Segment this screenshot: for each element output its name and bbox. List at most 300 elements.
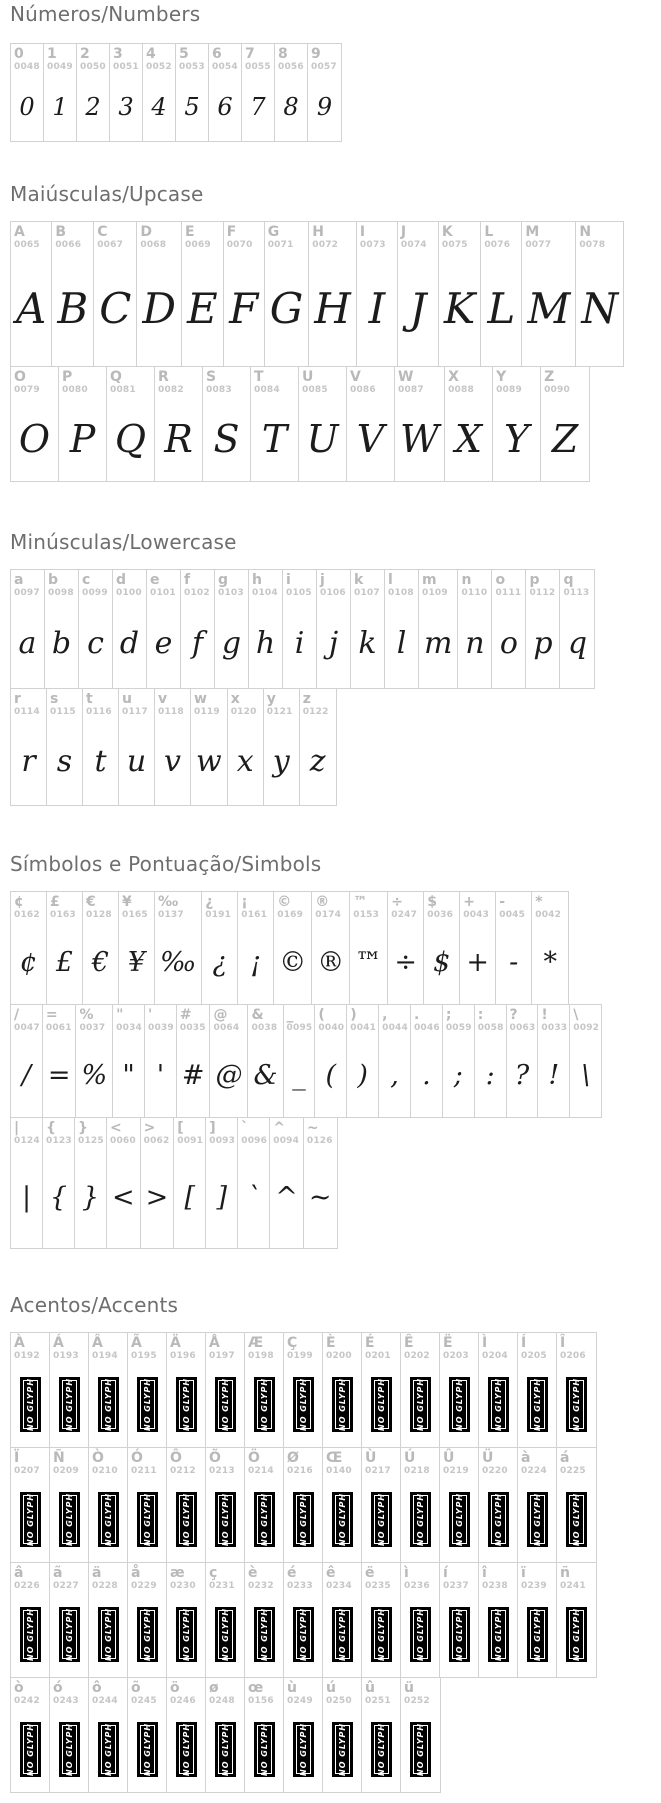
cell-head xyxy=(440,1448,478,1477)
glyph-preview: g xyxy=(221,626,242,661)
glyph-cell xyxy=(274,892,312,1004)
glyph-cell xyxy=(424,892,460,1004)
cell-unicode-code: 0228 xyxy=(92,1581,118,1591)
cell-head xyxy=(283,570,316,599)
cell-head xyxy=(177,1005,210,1034)
glyph-cell xyxy=(518,1333,557,1447)
cell-character-label: z xyxy=(302,691,311,707)
glyph-preview: ÷ xyxy=(394,947,418,978)
glyph-preview: 1 xyxy=(52,93,68,121)
glyph-cell xyxy=(59,367,107,481)
no-glyph-badge: NO GLYPH xyxy=(335,1610,350,1659)
cell-head xyxy=(245,1678,283,1707)
cell-character-label: 8 xyxy=(278,46,288,62)
glyph-cell xyxy=(224,222,265,366)
cell-unicode-code: 0088 xyxy=(448,385,474,395)
cell-head xyxy=(251,367,298,396)
glyph-cell xyxy=(143,44,176,141)
glyph-preview: = xyxy=(47,1060,71,1091)
cell-unicode-code: 0110 xyxy=(461,588,488,598)
glyph-preview: X xyxy=(455,416,483,461)
glyph-preview: . xyxy=(422,1060,431,1091)
glyph-cell xyxy=(518,1563,557,1677)
no-glyph-badge: NO GLYPH xyxy=(491,1610,506,1659)
cell-head xyxy=(206,1448,244,1477)
cell-head xyxy=(167,1563,205,1592)
cell-unicode-code: 0204 xyxy=(482,1351,508,1361)
no-glyph-badge: NO GLYPH xyxy=(452,1610,467,1659)
glyph-preview: ] xyxy=(216,1182,228,1213)
cell-head xyxy=(351,570,384,599)
cell-head xyxy=(357,222,397,251)
cell-head xyxy=(538,1005,569,1034)
no-glyph-badge: NO GLYPH xyxy=(140,1725,155,1774)
glyph-cell xyxy=(388,892,424,1004)
glyph-cell xyxy=(475,1005,507,1117)
glyph-preview: B xyxy=(57,284,89,333)
glyph-cell xyxy=(77,44,110,141)
cell-character-label: k xyxy=(354,572,364,588)
cell-character-label: S xyxy=(206,369,217,385)
cell-head xyxy=(526,570,559,599)
glyph-preview: q xyxy=(567,626,588,661)
glyph-area xyxy=(401,1707,440,1792)
cell-unicode-code: 0239 xyxy=(521,1581,547,1591)
cell-head xyxy=(47,892,82,921)
glyph-cell xyxy=(89,1333,128,1447)
glyph-preview: , xyxy=(390,1060,399,1091)
cell-character-label: 7 xyxy=(245,46,255,62)
glyph-cell xyxy=(119,689,155,805)
glyph-cell xyxy=(167,1563,206,1677)
cell-character-label: Q xyxy=(110,369,122,385)
glyph-preview: : xyxy=(485,1060,495,1091)
glyph-area xyxy=(11,1362,49,1447)
cell-head xyxy=(395,367,444,396)
cell-unicode-code: 0199 xyxy=(287,1351,313,1361)
glyph-cell xyxy=(50,1563,89,1677)
glyph-cell xyxy=(191,689,228,805)
cell-unicode-code: 0083 xyxy=(206,385,232,395)
cell-character-label: u xyxy=(122,691,132,707)
cell-head xyxy=(299,367,346,396)
cell-head xyxy=(137,222,181,251)
cell-character-label: F xyxy=(226,224,237,240)
cell-head xyxy=(107,1118,140,1147)
cell-unicode-code: 0241 xyxy=(560,1581,586,1591)
cell-character-label: Ê xyxy=(404,1335,414,1351)
no-glyph-badge: NO GLYPH xyxy=(218,1725,233,1774)
cell-character-label: d xyxy=(116,572,127,588)
no-glyph-badge: NO GLYPH xyxy=(569,1380,584,1429)
glyph-area xyxy=(557,1477,596,1562)
glyph-area xyxy=(245,1477,283,1562)
no-glyph-badge: NO GLYPH xyxy=(296,1610,311,1659)
glyph-cell xyxy=(44,44,77,141)
cell-unicode-code: 0062 xyxy=(143,1136,170,1146)
no-glyph-badge: NO GLYPH xyxy=(218,1610,233,1659)
cell-character-label: ü xyxy=(404,1680,414,1696)
cell-head xyxy=(89,1678,127,1707)
cell-unicode-code: 0233 xyxy=(287,1581,313,1591)
cell-head xyxy=(59,367,106,396)
cell-character-label: í xyxy=(443,1565,448,1581)
cell-head xyxy=(398,222,438,251)
glyph-area xyxy=(362,1477,400,1562)
cell-head xyxy=(443,1005,474,1034)
cell-character-label: ò xyxy=(14,1680,24,1696)
glyph-cell xyxy=(362,1678,401,1792)
cell-unicode-code: 0067 xyxy=(97,240,124,250)
cell-unicode-code: 0036 xyxy=(427,910,454,920)
cell-character-label: r xyxy=(14,691,21,707)
glyph-cell xyxy=(275,44,308,141)
cell-unicode-code: 0238 xyxy=(482,1581,508,1591)
cell-character-label: ™ xyxy=(353,894,368,910)
cell-unicode-code: 0229 xyxy=(131,1581,157,1591)
glyph-cell xyxy=(362,1333,401,1447)
no-glyph-badge: NO GLYPH xyxy=(413,1610,428,1659)
cell-character-label: E xyxy=(185,224,195,240)
cell-head xyxy=(309,222,356,251)
cell-character-label: õ xyxy=(131,1680,141,1696)
cell-unicode-code: 0137 xyxy=(158,910,184,920)
no-glyph-badge: NO GLYPH xyxy=(179,1725,194,1774)
glyph-cell xyxy=(460,892,496,1004)
glyph-cell xyxy=(242,44,275,141)
cell-character-label: j xyxy=(320,572,325,588)
glyph-area xyxy=(518,1362,556,1447)
cell-head xyxy=(560,570,594,599)
glyph-cell xyxy=(411,1005,443,1117)
cell-unicode-code: 0047 xyxy=(14,1023,40,1033)
cell-character-label: _ xyxy=(286,1007,294,1023)
glyph-cell xyxy=(323,1333,362,1447)
section-title-accents: Acentos/Accents xyxy=(10,1293,179,1317)
glyph-area xyxy=(479,1362,517,1447)
glyph-area xyxy=(89,1707,127,1792)
no-glyph-badge: NO GLYPH xyxy=(296,1495,311,1544)
no-glyph-badge: NO GLYPH xyxy=(62,1725,77,1774)
glyph-cell xyxy=(576,222,623,366)
glyph-table-uppercase xyxy=(10,221,661,482)
cell-unicode-code: 0165 xyxy=(122,910,148,920)
glyph-cell xyxy=(362,1448,401,1562)
cell-character-label: W xyxy=(398,369,414,385)
glyph-preview: H xyxy=(314,284,351,333)
glyph-preview: % xyxy=(81,1060,108,1091)
glyph-cell xyxy=(11,222,52,366)
cell-head xyxy=(518,1448,556,1477)
cell-head xyxy=(238,1118,269,1147)
glyph-preview: 0 xyxy=(19,93,35,121)
cell-head xyxy=(518,1563,556,1592)
cell-head xyxy=(385,570,418,599)
cell-unicode-code: 0252 xyxy=(404,1696,430,1706)
cell-head xyxy=(323,1333,361,1362)
glyph-area xyxy=(479,1592,517,1677)
cell-head xyxy=(83,689,118,718)
glyph-cell xyxy=(507,1005,539,1117)
glyph-area xyxy=(401,1592,439,1677)
cell-unicode-code: 0058 xyxy=(477,1023,504,1033)
glyph-cell xyxy=(89,1678,128,1792)
cell-head xyxy=(128,1563,166,1592)
cell-head xyxy=(557,1448,596,1477)
glyph-area xyxy=(284,1362,322,1447)
cell-head xyxy=(347,1005,378,1034)
cell-character-label: ñ xyxy=(560,1565,570,1581)
cell-character-label: ` xyxy=(241,1120,249,1136)
cell-character-label: 6 xyxy=(212,46,222,62)
glyph-cell xyxy=(203,367,251,481)
cell-head xyxy=(50,1448,88,1477)
cell-head xyxy=(350,892,387,921)
glyph-cell xyxy=(245,1678,284,1792)
glyph-cell xyxy=(458,570,492,688)
cell-character-label: 0 xyxy=(14,46,24,62)
cell-head xyxy=(518,1333,556,1362)
cell-character-label: ¥ xyxy=(122,894,132,910)
cell-character-label: a xyxy=(14,572,24,588)
cell-head xyxy=(242,44,274,73)
cell-head xyxy=(479,1333,517,1362)
cell-unicode-code: 0140 xyxy=(326,1466,352,1476)
cell-character-label: H xyxy=(312,224,324,240)
no-glyph-badge: NO GLYPH xyxy=(140,1380,155,1429)
cell-character-label: ö xyxy=(170,1680,180,1696)
cell-unicode-code: 0125 xyxy=(78,1136,104,1146)
cell-head xyxy=(323,1563,361,1592)
cell-unicode-code: 0123 xyxy=(46,1136,72,1146)
cell-character-label: M xyxy=(525,224,540,240)
glyph-preview: 2 xyxy=(85,93,101,121)
cell-character-label: Ó xyxy=(131,1450,143,1466)
glyph-cell xyxy=(141,1118,175,1248)
section-title-lowercase: Minúsculas/Lowercase xyxy=(10,530,237,554)
no-glyph-badge: NO GLYPH xyxy=(101,1380,116,1429)
cell-character-label: å xyxy=(131,1565,141,1581)
no-glyph-badge: NO GLYPH xyxy=(491,1380,506,1429)
glyph-area xyxy=(440,1592,478,1677)
section-title-uppercase: Maiúsculas/Upcase xyxy=(10,182,204,206)
glyph-area xyxy=(89,1362,127,1447)
glyph-row xyxy=(10,1004,602,1118)
no-glyph-badge: NO GLYPH xyxy=(62,1380,77,1429)
glyph-preview: G xyxy=(269,284,304,333)
cell-head xyxy=(479,1563,517,1592)
cell-character-label: ô xyxy=(92,1680,102,1696)
glyph-table-symbols xyxy=(10,891,661,1249)
cell-unicode-code: 0071 xyxy=(267,240,294,250)
cell-unicode-code: 0196 xyxy=(170,1351,196,1361)
cell-character-label: Ä xyxy=(170,1335,181,1351)
cell-character-label: { xyxy=(46,1120,56,1136)
cell-head xyxy=(245,1563,283,1592)
cell-head xyxy=(209,44,241,73)
cell-character-label: ; xyxy=(445,1007,452,1023)
cell-unicode-code: 0060 xyxy=(110,1136,136,1146)
cell-character-label: J xyxy=(400,224,407,240)
cell-unicode-code: 0093 xyxy=(209,1136,236,1146)
cell-unicode-code: 0033 xyxy=(541,1023,568,1033)
glyph-area xyxy=(206,1362,244,1447)
cell-head xyxy=(174,1118,205,1147)
cell-head xyxy=(284,1678,322,1707)
glyph-cell xyxy=(439,222,481,366)
glyph-preview: ¥ xyxy=(127,947,146,978)
cell-character-label: © xyxy=(277,894,292,910)
cell-character-label: B xyxy=(55,224,67,240)
glyph-area xyxy=(401,1477,439,1562)
cell-unicode-code: 0077 xyxy=(525,240,552,250)
cell-character-label: æ xyxy=(170,1565,185,1581)
cell-unicode-code: 0082 xyxy=(158,385,184,395)
cell-unicode-code: 0117 xyxy=(122,707,148,717)
glyph-preview: f xyxy=(191,626,204,661)
glyph-cell xyxy=(128,1448,167,1562)
cell-unicode-code: 0086 xyxy=(350,385,376,395)
cell-head xyxy=(496,892,531,921)
cell-head xyxy=(458,570,491,599)
cell-head xyxy=(401,1333,439,1362)
glyph-cell xyxy=(323,1563,362,1677)
cell-unicode-code: 0203 xyxy=(443,1351,469,1361)
no-glyph-badge: NO GLYPH xyxy=(452,1380,467,1429)
cell-head xyxy=(274,892,311,921)
glyph-cell xyxy=(317,570,351,688)
cell-character-label: w xyxy=(194,691,207,707)
glyph-preview: v xyxy=(164,744,181,779)
cell-character-label: Ù xyxy=(365,1450,377,1466)
cell-unicode-code: 0065 xyxy=(14,240,40,250)
glyph-area xyxy=(245,1592,283,1677)
glyph-area xyxy=(323,1477,361,1562)
glyph-cell xyxy=(245,1563,284,1677)
cell-character-label: q xyxy=(563,572,574,588)
glyph-cell xyxy=(541,367,589,481)
glyph-cell xyxy=(11,1678,50,1792)
cell-unicode-code: 0198 xyxy=(248,1351,274,1361)
cell-head xyxy=(50,1678,88,1707)
cell-unicode-code: 0057 xyxy=(311,62,337,72)
glyph-preview: ™ xyxy=(355,947,383,978)
no-glyph-badge: NO GLYPH xyxy=(335,1725,350,1774)
cell-character-label: Ã xyxy=(131,1335,142,1351)
cell-unicode-code: 0124 xyxy=(14,1136,40,1146)
cell-head xyxy=(119,892,154,921)
cell-character-label: | xyxy=(14,1120,20,1136)
cell-head xyxy=(492,570,525,599)
glyph-area xyxy=(50,1592,88,1677)
cell-character-label: â xyxy=(14,1565,24,1581)
glyph-preview: ( xyxy=(325,1060,337,1091)
no-glyph-badge: NO GLYPH xyxy=(23,1725,38,1774)
cell-character-label: ‰ xyxy=(158,894,179,910)
glyph-preview: 7 xyxy=(250,93,266,121)
cell-head xyxy=(47,689,82,718)
cell-unicode-code: 0038 xyxy=(251,1023,278,1033)
glyph-cell xyxy=(11,892,47,1004)
glyph-area xyxy=(11,1592,49,1677)
glyph-area xyxy=(518,1477,556,1562)
cell-head xyxy=(147,570,180,599)
no-glyph-badge: NO GLYPH xyxy=(62,1610,77,1659)
cell-unicode-code: 0046 xyxy=(413,1023,440,1033)
cell-unicode-code: 0210 xyxy=(92,1466,118,1476)
cell-head xyxy=(89,1448,127,1477)
cell-head xyxy=(401,1678,440,1707)
no-glyph-badge: NO GLYPH xyxy=(218,1495,233,1544)
glyph-preview: o xyxy=(499,626,518,661)
no-glyph-badge: NO GLYPH xyxy=(140,1495,155,1544)
glyph-cell xyxy=(43,1118,75,1248)
cell-head xyxy=(128,1448,166,1477)
cell-head xyxy=(11,1678,49,1707)
cell-character-label: ^ xyxy=(273,1120,285,1136)
glyph-cell xyxy=(395,367,445,481)
glyph-preview: K xyxy=(443,284,476,333)
glyph-cell xyxy=(11,570,45,688)
cell-head xyxy=(440,1333,478,1362)
cell-unicode-code: 0224 xyxy=(521,1466,547,1476)
no-glyph-badge: NO GLYPH xyxy=(569,1495,584,1544)
glyph-cell xyxy=(238,892,274,1004)
glyph-cell xyxy=(284,1333,323,1447)
glyph-preview: ¡ xyxy=(250,947,262,978)
glyph-area xyxy=(362,1707,400,1792)
cell-unicode-code: 0192 xyxy=(14,1351,40,1361)
glyph-row xyxy=(10,891,569,1005)
glyph-area xyxy=(323,1362,361,1447)
cell-character-label: ç xyxy=(209,1565,218,1581)
glyph-area xyxy=(245,1707,283,1792)
no-glyph-badge: NO GLYPH xyxy=(257,1610,272,1659)
glyph-area xyxy=(284,1477,322,1562)
cell-unicode-code: 0094 xyxy=(273,1136,300,1146)
cell-unicode-code: 0112 xyxy=(529,588,556,598)
cell-unicode-code: 0114 xyxy=(14,707,40,717)
cell-unicode-code: 0084 xyxy=(254,385,280,395)
cell-head xyxy=(155,689,190,718)
cell-unicode-code: 0069 xyxy=(185,240,211,250)
cell-head xyxy=(182,222,223,251)
section-accents xyxy=(10,1293,661,1793)
cell-character-label: } xyxy=(78,1120,88,1136)
no-glyph-badge: NO GLYPH xyxy=(140,1610,155,1659)
glyph-cell xyxy=(248,1005,283,1117)
cell-character-label: K xyxy=(441,224,453,240)
cell-head xyxy=(300,689,336,718)
cell-unicode-code: 0054 xyxy=(212,62,238,72)
cell-unicode-code: 0115 xyxy=(50,707,76,717)
cell-unicode-code: 0048 xyxy=(14,62,40,72)
cell-unicode-code: 0042 xyxy=(535,910,562,920)
cell-head xyxy=(493,367,540,396)
cell-character-label: x xyxy=(230,691,240,707)
cell-head xyxy=(145,1005,176,1034)
cell-character-label: g xyxy=(218,572,229,588)
glyph-preview: € xyxy=(91,947,110,978)
cell-unicode-code: 0041 xyxy=(350,1023,377,1033)
glyph-cell xyxy=(492,570,526,688)
no-glyph-badge: NO GLYPH xyxy=(218,1380,233,1429)
cell-head xyxy=(323,1448,361,1477)
glyph-cell xyxy=(215,570,249,688)
cell-unicode-code: 0202 xyxy=(404,1351,430,1361)
glyph-preview: I xyxy=(368,284,386,333)
glyph-cell xyxy=(79,570,113,688)
